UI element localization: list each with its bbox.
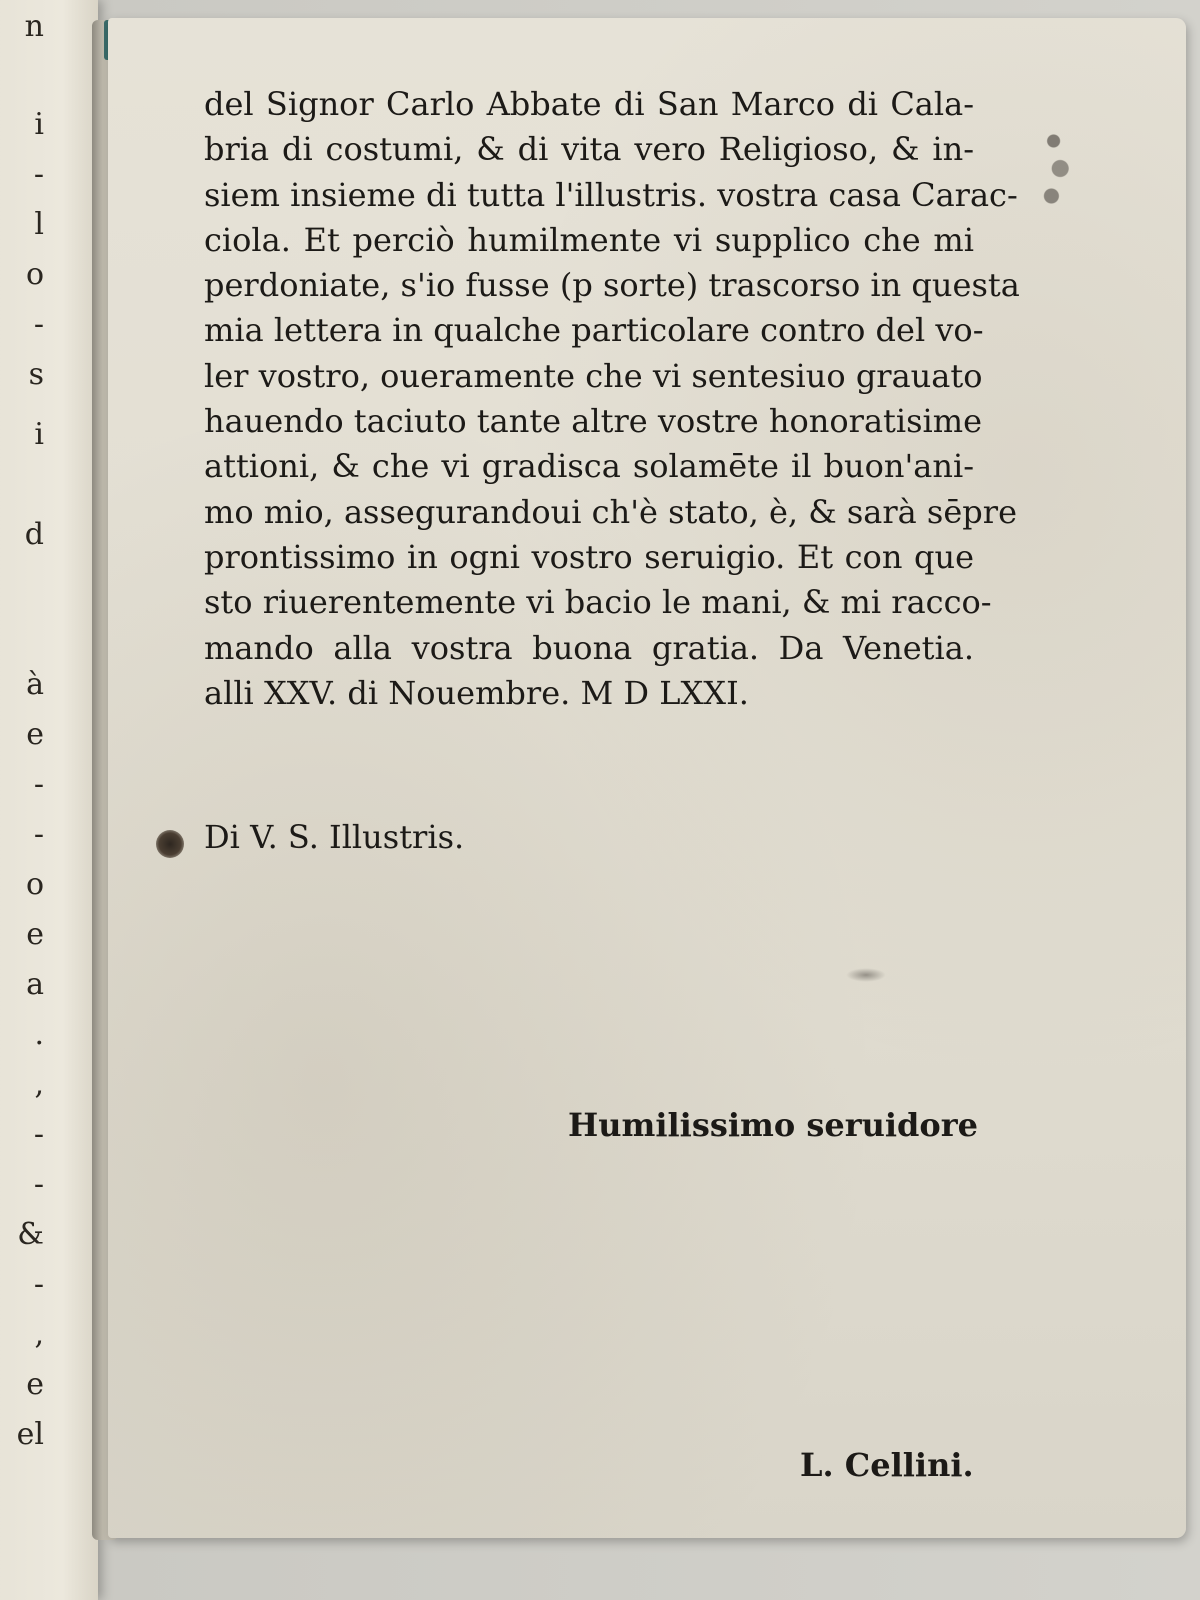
signature: L. Cellini.: [800, 1446, 974, 1484]
book-page: [108, 18, 1186, 1538]
letter-line: perdoniate, s'io fusse (p sorte) trascorso in questa: [204, 266, 1020, 305]
letter-date-line: alli XXV. di Nouembre. M D LXXI.: [204, 673, 749, 712]
ink-stain: [1036, 108, 1080, 218]
letter-line: del Signor Carlo Abbate di San Marco di Cala-: [204, 85, 974, 123]
letter-body: [204, 82, 1020, 716]
left-page-glyph: à: [26, 667, 44, 702]
paper-speck: [846, 968, 886, 982]
letter-line: bria di costumi, & di vita vero Religioso, & in-: [204, 130, 974, 169]
left-page-glyph: -: [33, 1267, 44, 1302]
left-page-glyph: -: [33, 767, 44, 802]
left-page-glyph: ,: [34, 1317, 44, 1352]
letter-line: siem insieme di tutta l'illustris. vostra casa Carac-: [204, 175, 1018, 214]
left-page-glyph: -: [33, 307, 44, 342]
left-page-glyph: s: [28, 357, 44, 392]
left-facing-page: [0, 0, 98, 1600]
left-page-glyph: ,: [34, 1067, 44, 1102]
left-page-glyph: l: [34, 207, 44, 242]
letter-line: mando alla vostra buona gratia. Da Venetia.: [204, 628, 974, 667]
letter-line: mo mio, assegurandoui ch'è stato, è, & sarà sēpre: [204, 492, 1017, 531]
left-page-glyph: &: [17, 1217, 44, 1252]
letter-line: ciola. Et perciò humilmente vi supplico che mi: [204, 220, 974, 259]
left-page-glyph: -: [33, 1167, 44, 1202]
left-page-glyph: e: [26, 917, 44, 952]
left-page-glyph: -: [33, 157, 44, 192]
left-page-glyph: -: [33, 817, 44, 852]
closing-formula: Humilissimo seruidore: [568, 1106, 978, 1144]
left-page-glyph: el: [16, 1417, 44, 1452]
letter-line: prontissimo in ogni vostro seruigio. Et con que: [204, 537, 974, 576]
letter-line: sto riuerentemente vi bacio le mani, & mi racco-: [204, 583, 992, 622]
left-page-glyph: a: [26, 967, 44, 1002]
left-page-glyph: i: [34, 417, 44, 452]
letter-line: ler vostro, oueramente che vi sentesiuo grauato: [204, 356, 983, 395]
left-page-glyph: o: [25, 257, 44, 292]
left-page-glyph: i: [34, 107, 44, 142]
letter-line: hauendo taciuto tante altre vostre honoratisime: [204, 402, 983, 441]
left-page-glyph: e: [26, 1367, 44, 1402]
left-page-glyph: d: [24, 517, 44, 552]
letter-line: attioni, & che vi gradisca solamēte il buon'ani-: [204, 447, 974, 486]
letter-line: mia lettera in qualche particolare contro del vo-: [204, 311, 984, 350]
left-page-glyph: e: [26, 717, 44, 752]
left-page-glyph: -: [33, 1117, 44, 1152]
ink-blot: [156, 830, 184, 858]
left-page-glyph: .: [34, 1017, 44, 1052]
left-page-glyph: n: [24, 9, 44, 44]
salutation: Di V. S. Illustris.: [204, 818, 465, 856]
left-page-glyph: o: [25, 867, 44, 902]
